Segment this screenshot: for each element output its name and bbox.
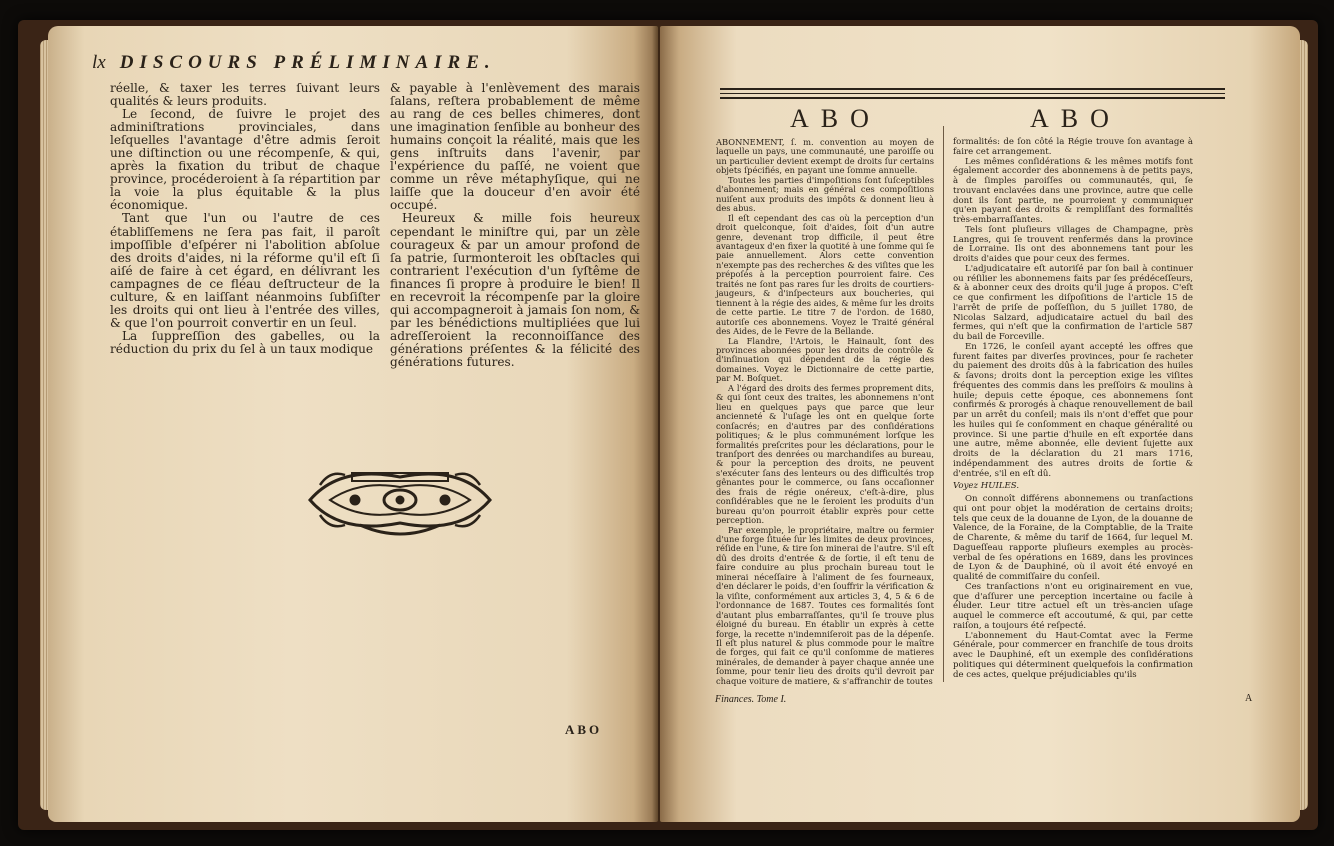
ornament-vignette-icon	[300, 455, 500, 545]
paragraph: L'adjudicataire eſt autoriſé par ſon bail à continuer ou réſilier les abonnemens faits par ſes prédéceſſeurs, & à abonner ceux des droits qu'il juge à propos. C'eſt ce que confirment les diſpoſitions de l'article 15 de l'arrêt de priſe de poſſeſſion, du 5 juillet 1780, de Nicolas Salzard, adjudicataire actuel du bail des fermes, qui n'eſt que la confirmation de l'article 587 du bail de Forceville.	[953, 263, 1193, 342]
signature-mark: A	[1245, 693, 1253, 704]
left-column-2	[390, 82, 640, 369]
paragraph: Par exemple, le propriétaire, maître ou fermier d'une forge ſituée ſur les limites de deux provinces, réſide en l'une, & tire ſon minerai de l'autre. S'il eſt dû des droits d'entrée & de ſortie, il eſt tenu de faire conduire au plus prochain bureau tout le minerai néceſſaire à l'aliment de ſes fourneaux, d'en déclarer le poids, d'en ſouffrir la vérification & la viſite, conformément aux articles 3, 4, 5 & 6 de l'ordonnance de 1687. Toutes ces formalités ſont d'autant plus embarraſſantes, qu'il ſe trouve plus éloigné du bureau. En établir un exprès à cette forge, la recette n'indemniſeroit pas de la dépenſe. Il eſt plus naturel & plus commode pour le maître de forges, qui fait ce qu'il conſomme de matieres minérales, de demander à payer chaque année une ſomme, pour tenir lieu des droits qu'il devroit par chaque voiture de matiere, & s'affranchir de toutes	[716, 524, 934, 686]
paragraph: Le ſecond, de ſuivre le projet des adminiſtrations provinciales, dans leſquelles l'avantage d'être admis ſeroit une diſtinction ou une récompenſe, & qui, après la fixation du tribut de chaque province, procéderoient à ſa répartition par la voie la plus équitable & la plus économique.	[110, 107, 380, 213]
footer-volume: Finances. Tome I.	[715, 694, 787, 705]
running-head-title: DISCOURS PRÉLIMINAIRE.	[119, 52, 496, 73]
paragraph: A l'égard des droits des fermes proprement dits, & qui ſont ceux des traites, les abonnemens n'ont lieu en quelques pays que parce que leur ancienneté & l'uſage les ont en quelque ſorte conſacrés; en d'autres par des conſidérations politiques; & le plus communément lorſque les formalités preſcrites pour les déclarations, pour le tranſport des denrées ou marchandiſes au bureau, & pour la perception des droits, ne peuvent s'exécuter ſans des lenteurs ou des difficultés trop gênantes pour le commerce, ou ſans occaſionner des frais de régie onéreux, c'eſt-à-dire, plus conſidérables que ne le ſeroient les produits d'un bureau qu'on pourroit établir exprès pour cette perception.	[716, 382, 934, 526]
paragraph: Heureux & mille fois heureux cependant le miniſtre qui, par un zèle courageux & par un amour profond de ſa patrie, ſurmonteroit les obſtacles qui contrarient l'exécution d'un ſyſtême de finances ſi propre à produire le bien! Il en recevroit la récompenſe par la gloire qui accompagneroit à jamais ſon nom, & par les bénédictions multipliées que lui adreſſeroient la reconnoiſſance des générations préſentes & la félicité des générations futures.	[390, 211, 640, 369]
paragraph: En 1726, le conſeil ayant accepté les offres que furent faites par diverſes provinces, pour ſe racheter du paiement des droits dûs à la fabrication des huiles & ſavons; droits dont la perception exige les viſites fréquentes des commis dans les preſſoirs & moulins à huile; depuis cette époque, ces abonnemens ſont confirmés & prorogés à chaque renouvellement de bail par un arrêt du conſeil; mais ils n'ont d'effet que pour les huiles qui ſe conſomment en chaque généralité ou province. Si une partie d'huile en eſt exportée dans une autre, même abonnée, elle devient ſujette aux droits de la déclaration du 21 mars 1716, indépendamment des autres droits de ſortie & d'entrée, s'il en eſt dû.	[953, 341, 1194, 479]
paragraph: Tant que l'un ou l'autre de ces établiſſemens ne ſera pas fait, il paroît impoſſible d'eſpérer ni l'abolition abſolue des droits d'aides, ni la réforme qu'il eſt ſi aiſé de faire à cet égard, en délivrant les campagnes de ce fléau deſtructeur de la culture, & en laiſſant néanmoins ſubſiſter les droits qui ont lieu à l'entrée des villes, & que l'on pourroit convertir en un ſeul.	[110, 211, 380, 330]
catchword: ABO	[565, 722, 603, 737]
paragraph: ABONNEMENT, ſ. m. convention au moyen de laquelle un pays, une communauté, une paroiſſe ou un particulier devient exempt de droits ſur certains objets ſpécifiés, en payant une ſomme annuelle.	[716, 137, 934, 176]
paragraph: On connoît différens abonnemens ou tranſactions qui ont pour objet la modération de certains droits; tels que ceux de la douanne de Lyon, de la douanne de Valence, de la Foraine, de la Comptablie, de la Traite de Charente, & même du tarif de 1664, ſur lequel M. Dagueſſeau rapporte pluſieurs exemples au procès-verbal de ſes opérations en 1689, dans les provinces de Lyon & de Dauphiné, où il avoit été envoyé en qualité de commiſſaire du conſeil.	[953, 494, 1193, 582]
paragraph: La Flandre, l'Artois, le Hainault, ſont des provinces abonnées pour les droits de contrôle & d'inſinuation qui dépendent de la régie des domaines. Voyez le Dictionnaire de cette partie, par M. Boſquet.	[716, 335, 934, 384]
paragraph: Toutes les parties d'impoſitions ſont ſuſceptibles d'abonnement; mais en général ces compoſitions nuiſent aux produits des impôts & donnent lieu à des abus.	[716, 174, 934, 214]
column-divider	[943, 126, 944, 682]
heading-left: ABO	[790, 104, 881, 133]
running-head	[92, 52, 592, 74]
paragraph: Tels ſont pluſieurs villages de Champagne, près Langres, qui ſe trouvent renfermés dans la province de Lorraine. Ils ont des abonnemens tant pour les droits d'aides que pour ceux des fermes.	[953, 224, 1193, 264]
heading-right: ABO	[1030, 104, 1121, 133]
left-column-1	[110, 82, 380, 356]
double-rule-top	[720, 88, 1225, 90]
double-rule-bottom	[720, 93, 1225, 94]
paragraph: Il eſt cependant des cas où la perception d'un droit quelconque, ſoit d'aides, ſoit d'un autre genre, devenant trop difficile, il peut être avantageux d'en fixer la quotité à une ſomme qui ſe paie annuellement. Alors cette convention n'exempte pas des recherches & des viſites que les prépoſés à la perception pourroient faire. Ces traités ne ſont pas rares ſur les droits de courtiers-jaugeurs, & d'inſpecteurs aux boucheries, qui tiennent à la régie des aides, & même ſur les droits de cette partie. Le titre 7 de l'ordon. de 1680, autoriſe ces abonnemens. Voyez le Traité général des Aides, de le Fevre de la Bellande.	[716, 212, 934, 337]
right-column-2	[953, 138, 1193, 680]
paragraph: Les mêmes conſidérations & les mêmes motifs font également accorder des abonnemens à de petits pays, à de ſimples paroiſſes ou communautés, qui, ſe trouvant enclavées dans une province, autre que celle dont ils ſont partie, ne pourroient y communiquer qu'en payant des droits & rempliſſant des formalités très-embarraſſantes.	[953, 156, 1193, 225]
paragraph: Ces tranſactions n'ont eu originairement en vue, que d'aſſurer une perception incertaine ou facile à éluder. Leur titre actuel eſt un très-ancien uſage auquel le commerce eſt accoutumé, & qui, par cette raiſon, a toujours été reſpecté.	[953, 581, 1193, 631]
right-column-1	[716, 138, 934, 686]
paragraph: réelle, & taxer les terres ſuivant leurs qualités & leurs produits.	[110, 81, 380, 109]
paragraph: La ſuppreſſion des gabelles, ou la réduction du prix du ſel à un taux modique	[110, 328, 380, 356]
paragraph: formalités: de ſon côté la Régie trouve ſon avantage à faire cet arrangement.	[953, 137, 1193, 157]
cross-reference: Voyez HUILES.	[953, 481, 1020, 492]
page-number: lx	[92, 52, 106, 73]
paragraph: & payable à l'enlèvement des marais ſalans, reſtera probablement de même au rang de ces belles chimeres, dont une imagination ſenſible au bonheur des humains conçoit la réalité, mais que les gens inſtruits dans l'avenir, par l'expérience du paſſé, ne voient que comme un rêve métaphyſique, qui ne laiſſe que la douceur d'en avoir été occupé.	[390, 81, 640, 213]
paragraph: L'abonnement du Haut-Comtat avec la Ferme Générale, pour commercer en franchiſe de tous droits avec le Dauphiné, eſt un exemple des conſidérations politiques qui déterminent quelquefois la confirmation de ces actes, quelque préjudiciables qu'ils	[953, 630, 1193, 680]
triple-rule	[720, 97, 1225, 99]
